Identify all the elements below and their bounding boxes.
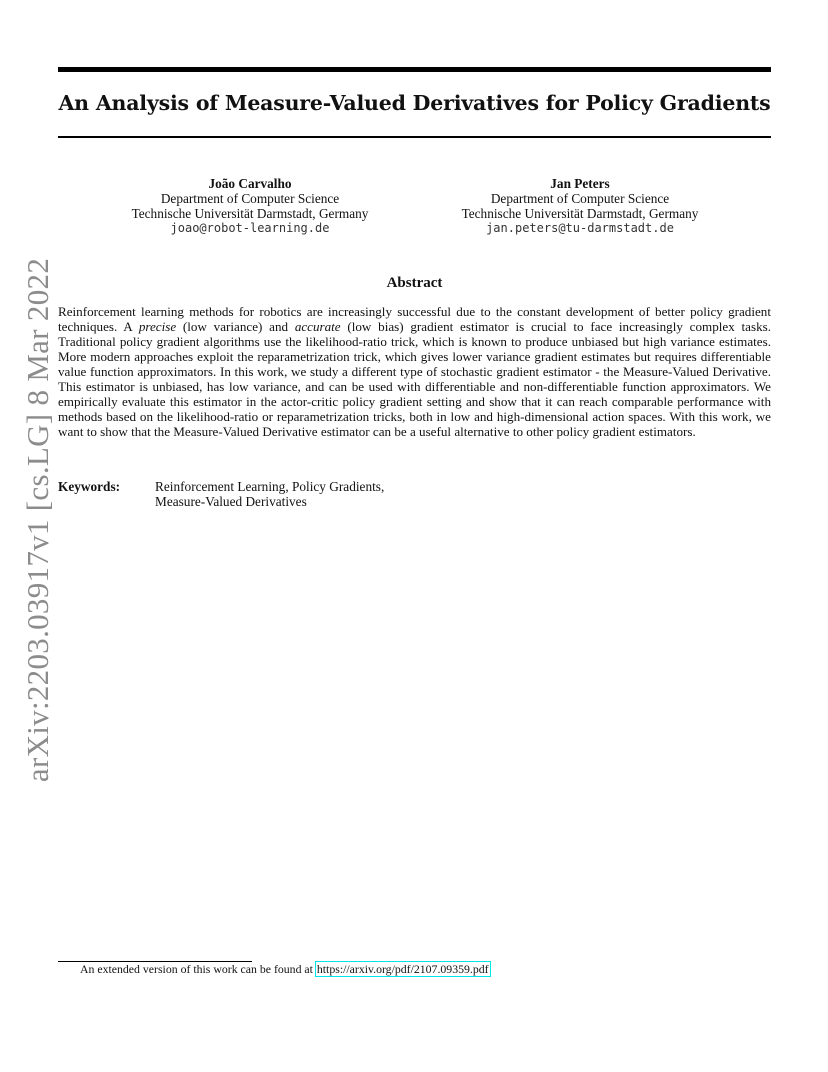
author-name: João Carvalho — [208, 176, 292, 191]
author-department: Department of Computer Science — [490, 191, 670, 206]
author-block-2 — [420, 176, 740, 236]
keywords-label: Keywords: — [58, 479, 121, 494]
author-email: jan.peters@tu-darmstadt.de — [486, 221, 674, 235]
arxiv-identifier-text: arXiv:2203.03917v1 [cs.LG] 8 Mar 2022 — [20, 257, 55, 783]
top-rule — [58, 67, 771, 72]
abstract-text-part: Reinforcement learning methods for robotics are increasingly successful due to the constant development of better policy gradient techniques. A — [58, 304, 771, 334]
keywords-line: Measure-Valued Derivatives — [155, 494, 307, 509]
abstract-emphasis: precise — [138, 319, 177, 334]
author-email: joao@robot-learning.de — [170, 221, 330, 235]
abstract-text-part: (low variance) and — [176, 319, 295, 334]
abstract-text-part: (low bias) gradient estimator is crucial to face increasingly complex tasks. Traditional policy gradient algorithms use the likelihood-ratio trick, which is known to produce unbiased but high variance estimates. More modern approaches exploit the reparametrization trick, which gives lower variance gradient estimates but requires differentiable value function approximators. In this work, we study a different type of stochastic gradient estimator - the Measure-Valued Derivative. This estimator is unbiased, has low variance, and can be used with differentiable and non-differentiable function approximators. We empirically evaluate this estimator in the actor-critic policy gradient setting and show that it can reach comparable performance with methods based on the likelihood-ratio or reparametrization tricks, both in low and high-dimensional action spaces. With this work, we want to show that the Measure-Valued Derivative estimator can be a useful alternative to other policy gradient estimators. — [58, 319, 771, 439]
keywords-list — [155, 479, 455, 509]
extended-version-link[interactable]: https://arxiv.org/pdf/2107.09359.pdf — [316, 962, 489, 976]
author-name: Jan Peters — [550, 176, 610, 191]
author-institution: Technische Universität Darmstadt, Germany — [461, 206, 699, 221]
author-department: Department of Computer Science — [160, 191, 340, 206]
footnote-text: An extended version of this work can be found at — [80, 962, 316, 976]
keywords-line: Reinforcement Learning, Policy Gradients, — [155, 479, 385, 494]
abstract-heading: Abstract — [386, 275, 443, 291]
author-block-1 — [90, 176, 410, 236]
footnote — [80, 962, 490, 977]
title-bottom-rule — [58, 136, 771, 138]
abstract-emphasis: accurate — [294, 319, 341, 334]
paper-title: An Analysis of Measure-Valued Derivatives for Policy Gradients — [58, 91, 771, 115]
abstract-text — [58, 304, 771, 439]
author-institution: Technische Universität Darmstadt, Germany — [131, 206, 369, 221]
